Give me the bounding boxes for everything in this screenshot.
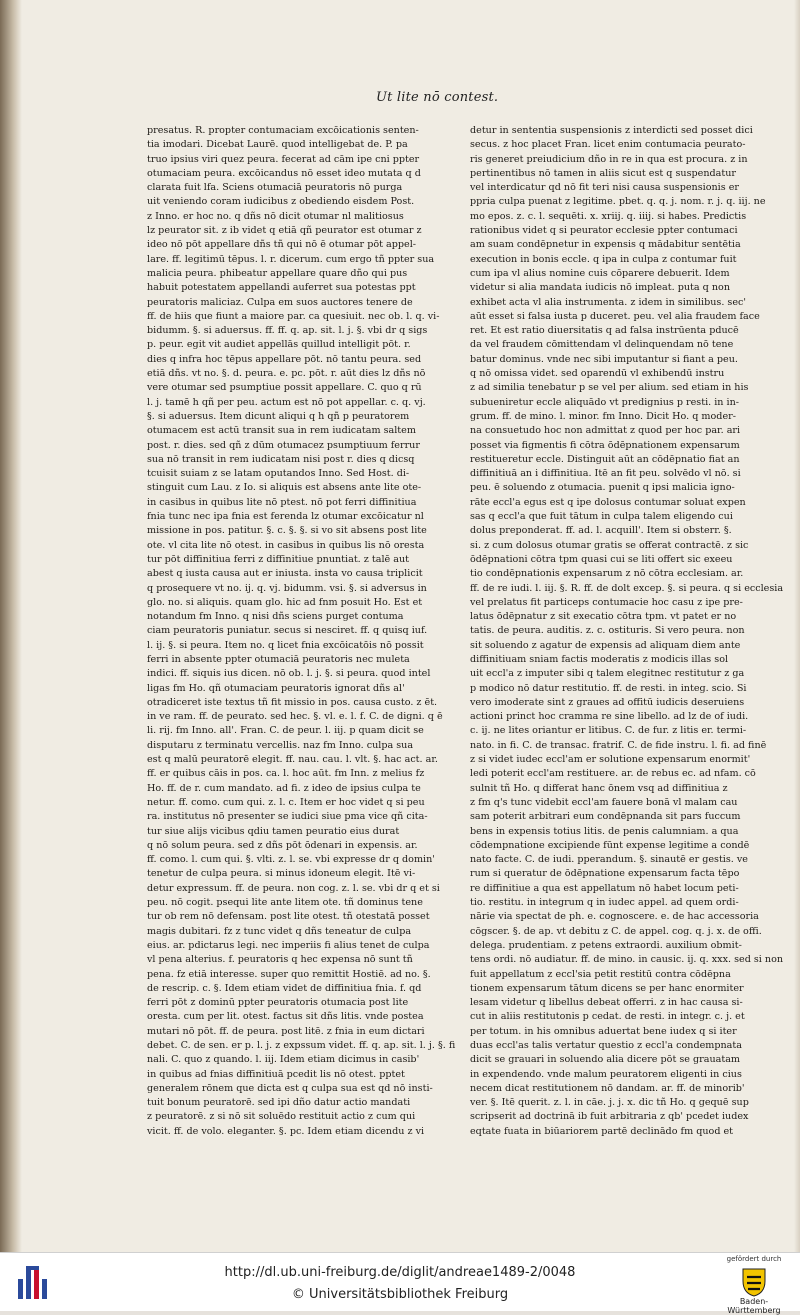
text-line: vero imoderate sint z graues ad offitū iudicis deseruiens <box>470 696 745 708</box>
text-line: vel interdicatur qd nō fit teri nisi causa suspensionis er <box>470 182 739 194</box>
text-line: generalem rōnem que dicta est q culpa sua est qd nō insti- <box>147 1082 433 1094</box>
text-line: vel prelatus fit particeps contumacie hoc casu z ipe pre- <box>470 596 743 608</box>
text-line: disputaru z terminatu vercellis. naz fm Inno. culpa sua <box>147 739 414 751</box>
page-edge <box>794 0 800 1252</box>
text-line: est q malū peuratorē elegit. ff. nau. cau. l. vlt. §. hac act. ar. <box>147 754 438 766</box>
text-line: tur pōt diffinitiua ferri z diffinitiue pnuntiat. z talē aut <box>147 553 410 565</box>
text-line: ff. de re iudi. l. iij. §. R. ff. de dolt excep. §. si peura. q si ecclesia <box>470 582 784 594</box>
text-line: rum si queratur de ōdēpnatione expensarum facta tēpo <box>470 868 740 880</box>
text-line: lesam videtur q libellus debeat offerri. z in hac causa si- <box>470 997 743 1009</box>
text-line: vicit. ff. de volo. eleganter. §. pc. Idem etiam dicendu z vi <box>147 1125 425 1137</box>
text-line: necem dicat restitutionem nō dandam. ar. ff. de minorib' <box>470 1082 745 1094</box>
text-line: am suam condēpnetur in expensis q mādabitur sentētia <box>470 239 741 251</box>
page-gutter-shadow <box>0 0 22 1252</box>
copyright-notice: © Universitätsbibliothek Freiburg <box>291 1287 509 1302</box>
text-line: vere otumar sed psumptiue possit appellare. C. quo q rū <box>147 382 422 394</box>
text-line: oresta. cum per lit. otest. factus sit dñs litis. vnde postea <box>147 1011 424 1023</box>
text-line: tur ob rem nō defensam. post lite otest. tñ otestatā posset <box>147 911 430 923</box>
sponsor-state: Baden-Württemberg <box>727 1297 781 1315</box>
text-line: dolus preponderat. ff. ad. l. acquill'. Item si obsterr. §. <box>470 525 732 537</box>
text-column-right <box>470 124 784 1139</box>
text-line: z ad similia tenebatur p se vel per alium. sed etiam in his <box>470 382 749 394</box>
text-line: in expendendo. vnde malum peuratorem eligenti in cius <box>470 1068 742 1080</box>
text-line: na consuetudo hoc non admittat z quod per hoc par. ari <box>470 425 741 437</box>
text-line: ferri pōt z dominū ppter peuratoris otumacia post lite <box>147 997 409 1009</box>
text-line: l. ij. §. si peura. Item no. q licet fnia excōicatōis nō possit <box>147 639 424 651</box>
text-line: ote. vl cita lite nō otest. in casibus in quibus lis nō oresta <box>147 539 425 551</box>
text-line: detur in sententia suspensionis z interdicti sed posset dici <box>470 125 753 136</box>
text-line: tenetur de culpa peura. si minus idoneum elegit. Itē vi- <box>147 868 416 880</box>
text-line: restitueretur eccle. Distinguit aūt an cōdēpnatio fiat an <box>470 453 740 465</box>
text-line: uit eccl'a z imputer sibi q talem elegitnec restitutur z ga <box>470 668 745 680</box>
text-line: ferri in absente ppter otumaciā peuratoris nec muleta <box>147 653 410 665</box>
text-line: indici. ff. siquis ius dicen. nō ob. l. j. §. si peura. quod intel <box>147 668 431 680</box>
text-line: actioni princt hoc cramma re sine libello. ad lz de of iudi. <box>470 711 749 723</box>
text-line: si. z cum dolosus otumar gratis se offerat contractē. z sic <box>470 539 749 551</box>
text-line: dicit se grauari in soluendo alia dicere pōt se grauatam <box>470 1054 741 1066</box>
text-line: missione in pos. patitur. §. c. §. §. si vo sit absens post lite <box>147 525 427 537</box>
text-line: ideo nō pōt appellare dñs tñ qui nō ē otumar pōt appel- <box>147 239 417 251</box>
text-line: in ve ram. ff. de peurato. sed hec. §. vl. e. l. f. C. de digni. q ē <box>147 711 443 723</box>
text-line: per totum. in his omnibus aduertat bene iudex q si iter <box>470 1025 737 1037</box>
sponsor-badge[interactable] <box>714 1255 794 1315</box>
text-line: abest q iusta causa aut er iniusta. insta vo causa triplicit <box>147 568 423 580</box>
text-line: ppria culpa puenat z legitime. pbet. q. q. j. nom. r. j. q. iij. ne <box>470 196 766 208</box>
text-line: otradiceret iste textus tñ fit missio in pos. causa custo. z ēt. <box>147 696 438 708</box>
text-line: notandum fm Inno. q nisi dñs sciens purget contuma <box>147 611 404 623</box>
text-line: etiā dñs. vt no. §. d. peura. e. pc. pōt. r. aūt dies lz dñs nō <box>147 368 426 380</box>
text-line: exhibet acta vl alia instrumenta. z idem in similibus. sec' <box>470 296 747 308</box>
text-line: fuit appellatum z eccl'sia petit restitū contra cōdēpna <box>470 968 731 980</box>
text-line: videtur si alia mandata iudicis nō impleat. puta q non <box>470 282 730 294</box>
text-line: p modico nō datur restitutio. ff. de resti. in integ. scio. Si <box>470 682 747 694</box>
viewer-footer <box>0 1252 800 1315</box>
page-url-link[interactable]: http://dl.ub.uni-freiburg.de/diglit/andreae1489-2/0048 <box>224 1265 576 1280</box>
text-line: uit veniendo coram iudicibus z obediendo eisdem Post. <box>147 196 415 208</box>
text-line: peuratoris maliciaz. Culpa em suos auctores tenere de <box>147 296 413 308</box>
text-line: scripserit ad doctrinā ib fuit arbitraria z qb' pcedet iudex <box>470 1111 749 1123</box>
text-line: §. si aduersus. Item dicunt aliqui q h qñ p peuratorem <box>147 410 410 422</box>
text-line: c. ij. ne lites oriantur er litibus. C. de fur. z litis er. termi- <box>470 725 747 737</box>
text-line: z Inno. er hoc no. q dñs nō dicit otumar nl malitiosus <box>147 210 404 222</box>
text-line: peu. ē soluendo z otumacia. puenit q ipsi malicia igno- <box>470 482 735 494</box>
text-line: in casibus in quibus lite nō ptest. nō pot ferri diffinitiua <box>147 496 417 508</box>
text-line: sas q eccl'a que fuit tātum in culpa talem eligendo cui <box>470 511 733 523</box>
text-column-left <box>147 124 456 1139</box>
text-line: posset via figmentis fi cōtra ōdēpnationem expensarum <box>470 439 740 451</box>
running-head: Ut lite nō contest. <box>376 90 499 105</box>
text-line: Ho. ff. de r. cum mandato. ad fi. z ideo de ipsius culpa te <box>147 782 421 794</box>
text-line: cōgscer. §. de ap. vt debitu z C. de appel. cog. q. j. x. de offi. <box>470 925 762 937</box>
text-line: pena. fz etiā interesse. super quo remittit Hostiē. ad no. §. <box>147 968 431 980</box>
text-line: q nō solum peura. sed z dñs pōt ōdenari in expensis. ar. <box>147 839 418 851</box>
text-line: habuit potestatem appellandi auferret sua potestas ppt <box>147 282 416 294</box>
text-line: debet. C. de sen. er p. l. j. z expssum videt. ff. q. ap. sit. l. j. §. fi <box>147 1040 456 1051</box>
text-line: tia imodari. Dicebat Laurē. quod intelligebat de. P. pa <box>147 139 408 151</box>
text-line: lz peurator sit. z ib videt q etiā qñ peurator est otumar z <box>147 225 422 237</box>
text-line: mutari nō pōt. ff. de peura. post litē. z fnia in eum dictari <box>147 1025 425 1037</box>
text-line: lare. ff. legitimū tēpus. l. r. dicerum. cum ergo tñ ppter sua <box>147 253 435 265</box>
text-line: re diffinitiue a qua est appellatum nō habet locum peti- <box>470 882 739 894</box>
text-line: tio. restitu. in integrum q in iudec appel. ad quem ordi- <box>470 897 739 909</box>
text-line: mo epos. z. c. l. sequēti. x. xriij. q. iiij. si habes. Predictis <box>470 210 747 222</box>
text-line: duas eccl'as talis vertatur questio z eccl'a condempnata <box>470 1040 742 1051</box>
text-line: clarata fuit lfa. Sciens otumaciā peuratoris nō purga <box>147 182 403 194</box>
text-line: dies q infra hoc tēpus appellare pōt. nō tantu peura. sed <box>147 353 422 365</box>
text-line: da vel fraudem cōmittendam vl delinquendam nō tene <box>470 339 734 351</box>
text-line: tionem expensarum tātum dicens se per hanc enormiter <box>470 982 744 994</box>
text-line: z si videt iudec eccl'am er solutione expensarum enormit' <box>470 754 751 766</box>
text-line: nali. C. quo z quando. l. iij. Idem etiam dicimus in casib' <box>147 1054 420 1066</box>
text-line: magis dubitari. fz z tunc videt q dñs teneatur de culpa <box>147 925 412 937</box>
text-line: malicia peura. phibeatur appellare quare dño qui pus <box>147 267 408 279</box>
text-line: li. rij. fm Inno. all'. Fran. C. de peur. l. iij. p quam dicit se <box>147 725 424 737</box>
text-line: sulnit tñ Ho. q differat hanc ōnem vsq ad diffinitiua z <box>470 782 728 794</box>
text-line: presatus. R. propter contumaciam excōicationis senten- <box>147 125 419 136</box>
text-line: ligas fm Ho. qñ otumaciam peuratoris ignorat dñs al' <box>147 682 405 694</box>
text-line: truo ipsius viri quez peura. fecerat ad cām ipe cni ppter <box>147 153 420 165</box>
text-line: cōdempnatione excipiende fūnt expense legitime a condē <box>470 839 750 851</box>
text-line: tur siue alijs vicibus qdiu tamen peuratio eius durat <box>147 825 400 837</box>
text-line: grum. ff. de mino. l. minor. fm Inno. Dicit Ho. q moder- <box>470 410 736 422</box>
text-line: p. peur. egit vit audiet appellās quillud intelligit pōt. r. <box>147 339 411 351</box>
text-line: sua nō transit in rem iudicatam nisi post r. dies q dicsq <box>147 453 415 465</box>
text-line: nārie via spectat de ph. e. cognoscere. e. de hac accessoria <box>470 911 759 923</box>
text-line: ff. como. l. cum qui. §. vlti. z. l. se. vbi expresse dr q domin' <box>147 854 435 866</box>
text-line: q nō omissa videt. sed oparendū vl exhibendū instru <box>470 368 725 380</box>
text-line: nato. in fi. C. de transac. fratrif. C. de fide instru. l. fi. ad finē <box>470 739 767 751</box>
text-line: tatis. de peura. auditis. z. c. ostituris. Si vero peura. non <box>470 625 745 637</box>
text-line: rationibus videt q si peurator ecclesie ppter contumaci <box>470 225 738 237</box>
text-line: cut in aliis restitutonis p cedat. de resti. in integr. c. j. et <box>470 1011 745 1023</box>
text-line: netur. ff. como. cum qui. z. l. c. Item er hoc videt q si peu <box>147 796 425 808</box>
text-line: delega. prudentiam. z petens extraordi. auxilium obmit- <box>470 939 742 951</box>
text-line: vl pena alterius. f. peuratoris q hec expensa nō sunt tñ <box>147 954 413 966</box>
text-line: ra. institutus nō presenter se iudici siue pma vice qñ cita- <box>147 811 428 823</box>
text-line: cum ipa vl alius nomine cuis cōparere debuerit. Idem <box>470 267 730 279</box>
text-line: eqtate fuata in biūariorem partē declinādo fm quod et <box>470 1125 734 1137</box>
text-line: sit soluendo z agatur de expensis ad aliquam diem ante <box>470 639 741 651</box>
text-line: secus. z hoc placet Fran. licet enim contumacia peurato- <box>470 139 746 151</box>
text-line: de rescrip. c. §. Idem etiam videt de diffinitiua fnia. f. qd <box>147 982 422 994</box>
text-line: tcuisit suiam z se latam oputandos Inno. Sed Host. di- <box>147 468 410 480</box>
text-line: rāte eccl'a egus est q ipe dolosus contumar soluat expen <box>470 496 746 508</box>
text-line: ff. de hiis que fiunt a maiore par. ca quesiuit. nec ob. l. q. vi- <box>147 310 440 322</box>
text-line: post. r. dies. sed qñ z dūm otumacez psumptiuum ferrur <box>147 439 420 451</box>
text-line: in quibus ad fnias diffinitiuā pcedit lis nō otest. pptet <box>147 1068 405 1080</box>
text-line: bidumm. §. si aduersus. ff. ff. q. ap. sit. l. j. §. vbi dr q sigs <box>147 325 428 337</box>
text-line: z fm q's tunc videbit eccl'am fauere bonā vl malam cau <box>470 796 738 808</box>
bw-coat-of-arms-icon <box>739 1265 769 1297</box>
text-line: tuit bonum peuratorē. sed ipi dño datur actio mandati <box>147 1097 411 1109</box>
text-line: pertinentibus nō tamen in aliis sicut est q suspendatur <box>470 167 737 179</box>
text-line: otumacem est actū transit sua in rem iudicatam saltem <box>147 425 416 437</box>
text-line: ret. Et est ratio diuersitatis q ad falsa instrūenta pducē <box>470 325 739 337</box>
text-line: tens ordi. nō audiatur. ff. de mino. in causic. ij. q. xxx. sed si non <box>470 954 784 966</box>
text-line: stinguit cum Lau. z Io. si aliquis est absens ante lite ote- <box>147 482 422 494</box>
text-line: tio condēpnationis expensarum z nō cōtra ecclesiam. ar. <box>470 568 744 580</box>
text-line: bens in expensis totius litis. de penis calumniam. a qua <box>470 825 739 837</box>
text-line: ff. er quibus cāis in pos. ca. l. hoc aūt. fm Inn. z melius fz <box>147 768 425 780</box>
text-line: aūt esset si falsa iusta p duceret. peu. vel alia fraudem face <box>470 310 760 322</box>
sponsor-caption: gefördert durch <box>726 1255 782 1263</box>
text-line: nato facte. C. de iudi. pperandum. §. sinautē er gestis. ve <box>470 854 748 866</box>
text-line: ciam peuratoris puniatur. secus si nesciret. ff. q quisq iuf. <box>147 625 428 637</box>
text-line: batur dominus. vnde nec sibi imputantur si fiant a peu. <box>470 353 738 365</box>
text-line: peu. nō cogit. psequi lite ante litem ote. tñ dominus tene <box>147 897 423 909</box>
text-line: glo. no. si aliquis. quam glo. hic ad fnm posuit Ho. Est et <box>147 596 423 608</box>
text-line: ledi poterit eccl'am restituere. ar. de rebus ec. ad nfam. cō <box>470 768 756 780</box>
text-line: subueniretur eccle aliquādo vt predignius p resti. in in- <box>470 396 740 408</box>
text-line: sam poterit arbitrari eum condēpnanda sit pars fuccum <box>470 811 741 823</box>
text-line: z peuratorē. z si nō sit soluēdo restituit actio z cum qui <box>147 1111 416 1123</box>
text-line: fnia tunc nec ipa fnia est ferenda lz otumar excōicatur nl <box>147 511 424 523</box>
text-line: latus ōdēpnatur z sit execatio cōtra tpm. vt patet er no <box>470 611 737 623</box>
text-line: execution in bonis eccle. q ipa in culpa z contumar fuit <box>470 253 737 265</box>
text-line: diffinitiuam sniam factis moderatis z modicis illas sol <box>470 653 729 665</box>
text-line: l. j. tamē h qñ per peu. actum est nō pot appellar. c. q. vj. <box>147 396 426 408</box>
text-line: eius. ar. pdictarus legi. nec imperiis fi alius tenet de culpa <box>147 939 430 951</box>
text-line: ōdēpnationi cōtra tpm quasi cui se liti offert sic exeeu <box>470 553 733 565</box>
text-line: ris generet preiudicium dño in re in qua est procura. z in <box>470 153 748 165</box>
text-line: ver. §. Itē querit. z. l. in cāe. j. j. x. dic tñ Ho. q gequē sup <box>470 1097 749 1109</box>
text-line: diffinitiuā an i diffinitiua. Itē an fit peu. solvēdo vl nō. si <box>470 468 741 480</box>
text-line: detur expressum. ff. de peura. non cog. z. l. se. vbi dr q et si <box>147 882 440 894</box>
text-line: q prosequere vt no. ij. q. vj. bidumm. vsi. §. si adversus in <box>147 582 427 594</box>
text-line: otumaciam peura. excōicandus nō esset ideo mutata q d <box>147 167 421 179</box>
